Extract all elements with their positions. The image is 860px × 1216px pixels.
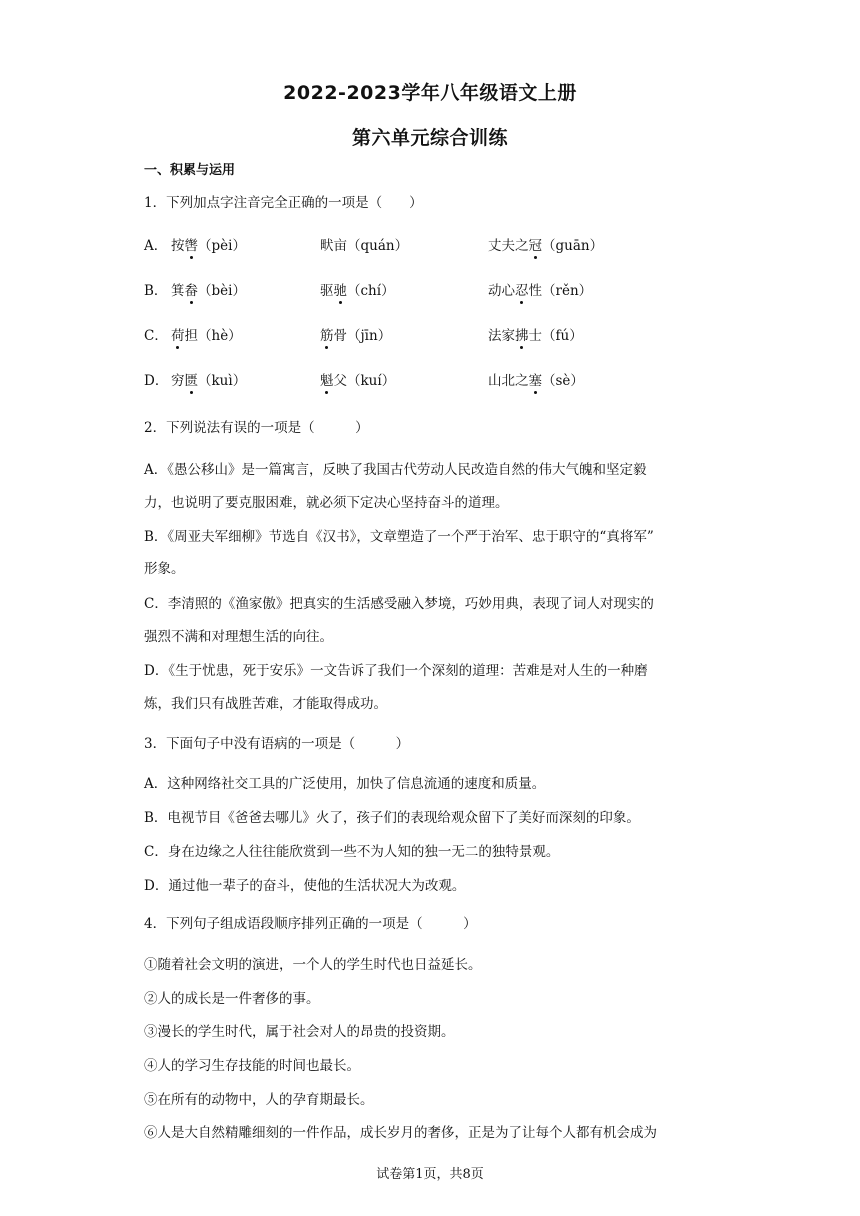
dotted-character: 荷 [171, 324, 185, 344]
question-1-choice [171, 324, 242, 344]
question-1-choice [171, 234, 246, 254]
question-4-sentence: ②人的成长是一件奢侈的事。 [144, 991, 320, 1007]
dotted-character: 塞 [529, 369, 543, 389]
question-1-choice [171, 369, 246, 389]
question-2-line: A．《愚公移山》是一篇寓言，反映了我国古代劳动人民改造自然的伟大气魄和坚定毅 [144, 462, 647, 478]
choice-text: 穷 [171, 373, 185, 389]
question-3-option: D．通过他一辈子的奋斗，使他的生活状况大为改观。 [144, 878, 466, 894]
exam-title: 2022-2023学年八年级语文上册 [283, 82, 577, 104]
dotted-character: 辔 [185, 234, 199, 254]
question-1-choice [320, 324, 391, 344]
dotted-character: 匮 [185, 369, 199, 389]
question-2-line: 形象。 [144, 561, 185, 577]
choice-text: 士（fú） [528, 328, 583, 344]
dotted-character: 忍 [515, 279, 529, 299]
dotted-character: 筋 [320, 324, 334, 344]
question-2-line: 力，也说明了要克服困难，就必须下定决心坚持奋斗的道理。 [144, 495, 509, 511]
question-1-choice [320, 234, 408, 254]
question-1-option-label: C． [144, 328, 168, 344]
question-1-choice [488, 279, 592, 299]
choice-text: 动心 [488, 283, 515, 299]
dotted-character: 冠 [529, 234, 543, 254]
dotted-character: 拂 [515, 324, 529, 344]
choice-text: （sè） [542, 373, 584, 389]
question-4-sentence: ①随着社会文明的演进，一个人的学生时代也日益延长。 [144, 957, 482, 973]
choice-text: 山北之 [488, 373, 529, 389]
choice-text: 骨（jīn） [333, 328, 392, 344]
question-4-sentence: ⑤在所有的动物中，人的孕育期最长。 [144, 1092, 374, 1108]
question-1-choice [488, 324, 583, 344]
question-2-line: 炼，我们只有战胜苦难，才能取得成功。 [144, 696, 387, 712]
question-4-sentence: ⑥人是大自然精雕细刻的一件作品，成长岁月的奢侈，正是为了让每个人都有机会成为 [144, 1125, 657, 1141]
section-heading: 一、积累与运用 [144, 163, 236, 178]
choice-text: （kuì） [198, 373, 247, 389]
question-2-line: B．《周亚夫军细柳》节选自《汉书》，文章塑造了一个严于治军、忠于职守的“真将军” [144, 529, 654, 545]
choice-text: 按 [171, 238, 185, 254]
question-1-option-label: D． [144, 373, 169, 389]
question-1-option-label: B． [144, 283, 168, 299]
question-3-option: C．身在边缘之人往往能欣赏到一些不为人知的独一无二的独特景观。 [144, 844, 560, 860]
question-1-choice [320, 279, 395, 299]
question-2-stem: 2．下列说法有误的一项是（ ） [144, 420, 369, 436]
choice-text: 箕 [171, 283, 185, 299]
choice-text: 驱 [320, 283, 334, 299]
choice-text: （guān） [542, 238, 604, 254]
question-1-choice [320, 369, 395, 389]
unit-title: 第六单元综合训练 [351, 127, 508, 149]
question-1-option-label: A． [144, 238, 168, 254]
question-2-line: C．李清照的《渔家傲》把真实的生活感受融入梦境，巧妙用典，表现了词人对现实的 [144, 596, 654, 612]
choice-text: （chí） [347, 283, 395, 299]
question-1-choice [488, 369, 584, 389]
question-4-sentence: ④人的学习生存技能的时间也最长。 [144, 1058, 360, 1074]
question-2-line: 强烈不满和对理想生活的向往。 [144, 629, 333, 645]
question-3-option: A．这种网络社交工具的广泛使用，加快了信息流通的速度和质量。 [144, 776, 546, 792]
choice-text: （bèi） [198, 283, 246, 299]
choice-text: 父（kuí） [333, 373, 396, 389]
choice-text: （pèi） [198, 238, 246, 254]
question-3-option: B．电视节目《爸爸去哪儿》火了，孩子们的表现给观众留下了美好而深刻的印象。 [144, 810, 640, 826]
question-1-choice [171, 279, 246, 299]
question-1-choice [488, 234, 603, 254]
choice-text: 丈夫之 [488, 238, 529, 254]
dotted-character: 魁 [320, 369, 334, 389]
question-2-line: D．《生于忧患，死于安乐》一文告诉了我们一个深刻的道理：苦难是对人生的一种磨 [144, 663, 648, 679]
question-4-stem: 4．下列句子组成语段顺序排列正确的一项是（ ） [144, 916, 477, 932]
choice-text: 担（hè） [184, 328, 242, 344]
choice-text: 法家 [488, 328, 515, 344]
dotted-character: 驰 [334, 279, 348, 299]
page-footer: 试卷第1页，共8页 [376, 1167, 484, 1182]
question-3-stem: 3．下面句子中没有语病的一项是（ ） [144, 736, 410, 752]
choice-text: 性（rěn） [528, 283, 593, 299]
question-1-stem: 1．下列加点字注音完全正确的一项是（ ） [144, 195, 423, 211]
choice-text: 畎亩（quán） [320, 238, 409, 254]
dotted-character: 畚 [185, 279, 199, 299]
question-4-sentence: ③漫长的学生时代，属于社会对人的昂贵的投资期。 [144, 1024, 455, 1040]
